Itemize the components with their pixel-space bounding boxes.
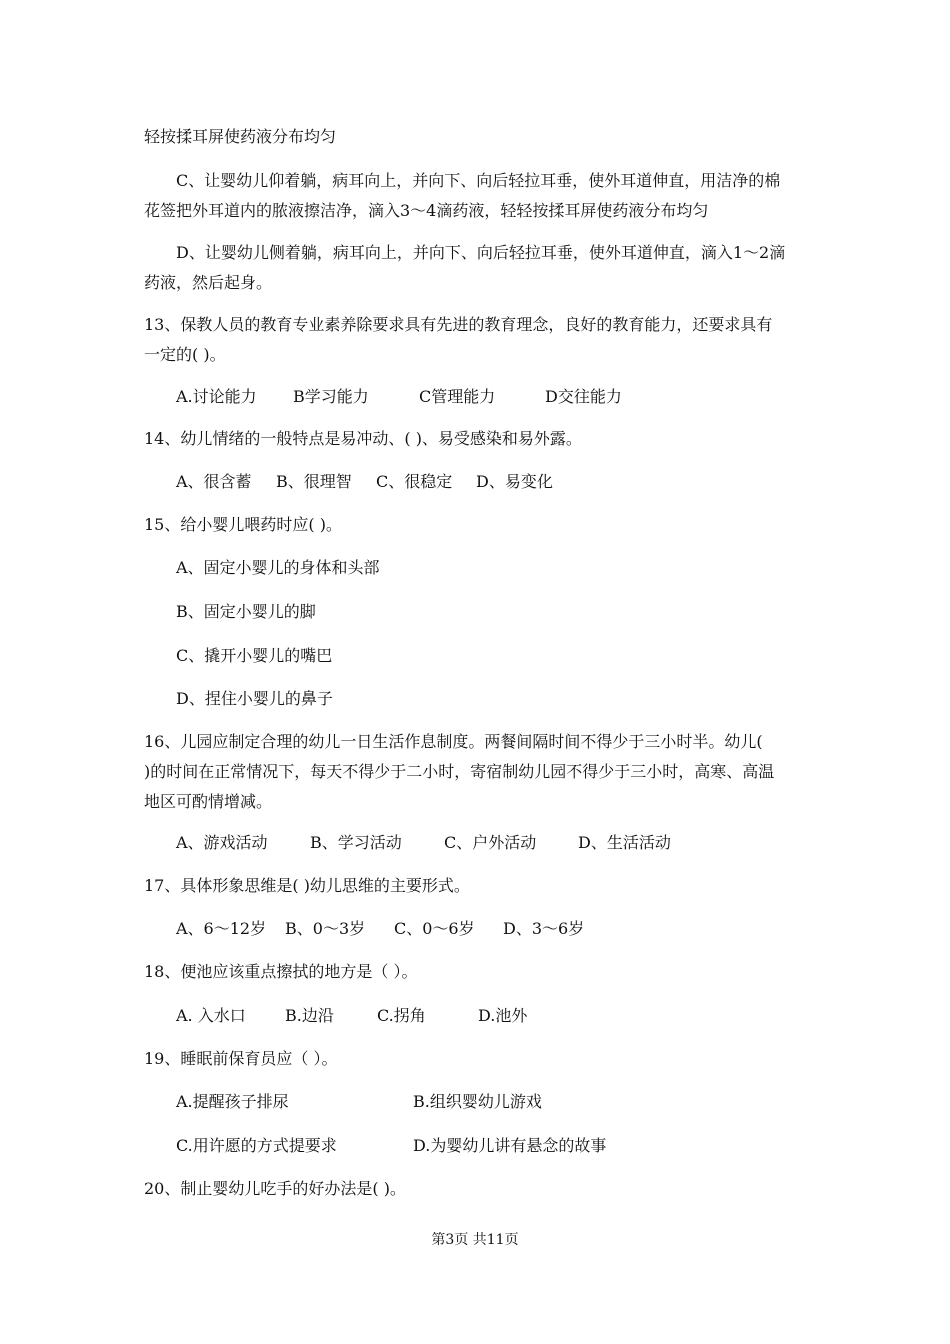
page-number: 第3页 共11页 — [431, 1232, 519, 1248]
text-line: 轻按揉耳屏使药液分布均匀 — [144, 127, 337, 146]
option: B.组织婴幼儿游戏 — [413, 1092, 542, 1111]
option: C、很稳定 — [376, 472, 453, 491]
option: A.讨论能力 — [176, 387, 257, 406]
question-19-options-row-2 — [176, 1130, 846, 1162]
question-15-option-d: D、捏住小婴儿的鼻子 — [176, 689, 333, 708]
option: A.提醒孩子排尿 — [176, 1092, 289, 1111]
question-15-option-a: A、固定小婴儿的身体和头部 — [176, 558, 380, 577]
option: B、0～3岁 — [285, 919, 366, 938]
question-13-options — [176, 381, 846, 413]
option: D.为婴幼儿讲有悬念的故事 — [413, 1136, 607, 1155]
question-16-options — [176, 827, 846, 859]
option: B.边沿 — [285, 1006, 334, 1025]
option-d-line-1: D、让婴幼儿侧着躺，病耳向上，并向下、向后轻拉耳垂，使外耳道伸直，滴入1～2滴 — [176, 243, 786, 262]
option: C管理能力 — [419, 387, 496, 406]
option: A、6～12岁 — [176, 919, 267, 938]
question-19: 19、睡眠前保育员应（ ）。 — [144, 1049, 338, 1068]
question-18: 18、便池应该重点擦拭的地方是（ ）。 — [144, 962, 418, 981]
question-15-option-b: B、固定小婴儿的脚 — [176, 602, 316, 621]
question-14: 14、幼儿情绪的一般特点是易冲动、( )、易受感染和易外露。 — [144, 429, 582, 448]
question-15: 15、给小婴儿喂药时应( )。 — [144, 515, 342, 534]
option: B、学习活动 — [310, 833, 402, 852]
question-16-line-2: )的时间在正常情况下，每天不得少于二小时，寄宿制幼儿园不得少于三小时，高寒、高温 — [144, 762, 775, 781]
option: D、生活活动 — [578, 833, 671, 852]
question-16-line-3: 地区可酌情增减。 — [144, 792, 273, 811]
option: C.用许愿的方式提要求 — [176, 1136, 337, 1155]
question-13: 13、保教人员的教育专业素养除要求具有先进的教育理念，良好的教育能力，还要求具有 — [144, 315, 773, 334]
question-16: 16、儿园应制定合理的幼儿一日生活作息制度。两餐间隔时间不得少于三小时半。幼儿( — [144, 732, 763, 751]
question-13-line-2: 一定的( )。 — [144, 345, 226, 364]
option-d-line-2: 药液，然后起身。 — [144, 273, 273, 292]
option: C、户外活动 — [444, 833, 537, 852]
option-c-line-2: 花签把外耳道内的脓液擦洁净，滴入3～4滴药液，轻轻按揉耳屏使药液分布均匀 — [144, 201, 709, 220]
question-15-option-c: C、撬开小婴儿的嘴巴 — [176, 646, 333, 665]
question-17-options — [176, 913, 846, 945]
question-17: 17、具体形象思维是( )幼儿思维的主要形式。 — [144, 876, 470, 895]
option: A、游戏活动 — [176, 833, 268, 852]
option: D、3～6岁 — [503, 919, 585, 938]
option: B学习能力 — [293, 387, 369, 406]
option: B、很理智 — [276, 472, 352, 491]
option: D、易变化 — [476, 472, 553, 491]
option: A、很含蓄 — [176, 472, 252, 491]
question-20: 20、制止婴幼儿吃手的好办法是( )。 — [144, 1179, 406, 1198]
question-14-options — [176, 466, 846, 498]
question-19-options-row-1 — [176, 1086, 846, 1118]
option: D.池外 — [478, 1006, 528, 1025]
question-18-options — [176, 1000, 846, 1032]
option: C.拐角 — [377, 1006, 426, 1025]
option-c-line-1: C、让婴幼儿仰着躺，病耳向上，并向下、向后轻拉耳垂，使外耳道伸直，用洁净的棉 — [176, 171, 781, 190]
option: A. 入水口 — [176, 1006, 246, 1025]
option: D交往能力 — [545, 387, 622, 406]
option: C、0～6岁 — [394, 919, 475, 938]
